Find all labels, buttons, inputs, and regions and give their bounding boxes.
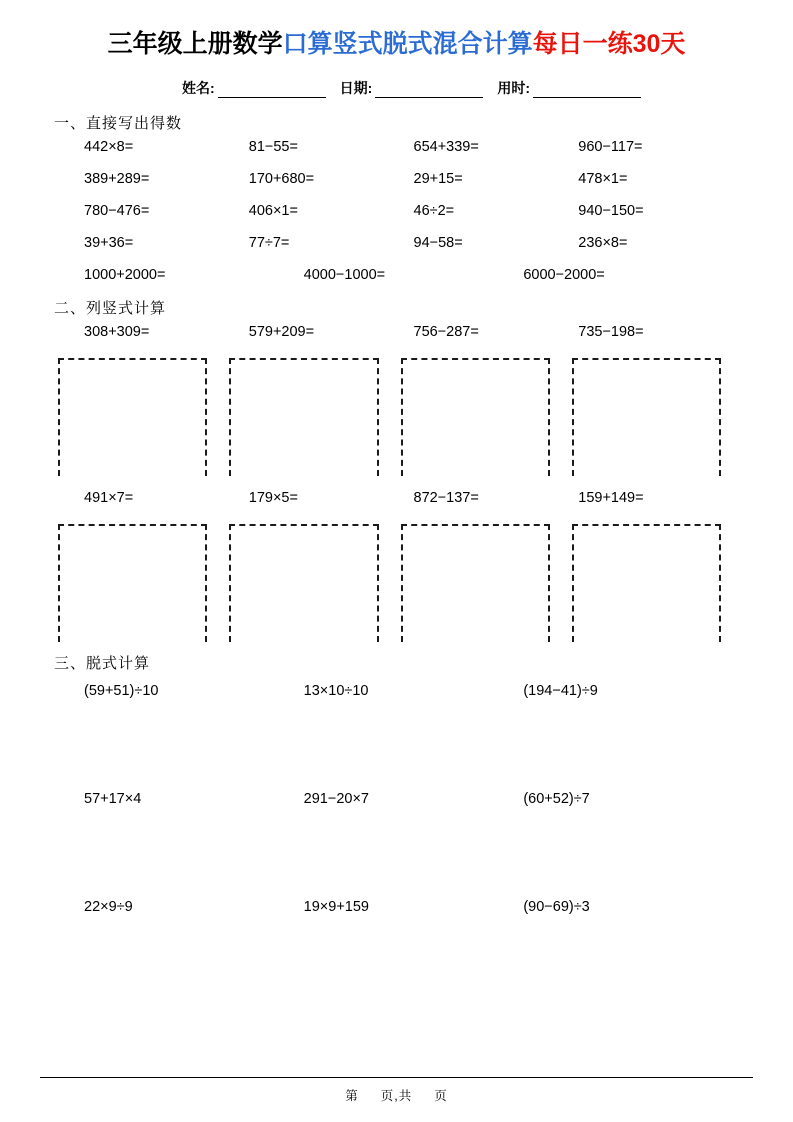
- problem-item: 579+209=: [248, 324, 315, 340]
- section-2-row2-workboxes: [40, 524, 753, 642]
- problem-item: 960−117=: [578, 139, 643, 155]
- time-blank[interactable]: [533, 83, 641, 98]
- name-field[interactable]: [182, 78, 326, 98]
- problem-item: 19×9+159: [303, 899, 369, 915]
- page-title: [40, 24, 753, 60]
- vertical-work-box[interactable]: [229, 358, 378, 476]
- section-2-row1-labels: [40, 324, 753, 340]
- problem-item: 291−20×7: [303, 791, 369, 807]
- problem-item: 756−287=: [413, 324, 479, 340]
- page-footer: [40, 1077, 753, 1104]
- problem-item: 872−137=: [413, 490, 479, 506]
- problem-item: 478×1=: [578, 171, 628, 187]
- problem-item: 22×9÷9: [84, 899, 133, 915]
- page-title-part3: 每日一练30天: [532, 30, 686, 58]
- meta-row: [40, 78, 753, 98]
- problem-item: 159+149=: [578, 490, 644, 506]
- section-3-grid: [40, 683, 753, 915]
- date-field[interactable]: [340, 78, 484, 98]
- time-label: 用时:: [497, 80, 530, 96]
- problem-item: 39+36=: [84, 235, 134, 251]
- section-2-heading: 二、列竖式计算: [54, 300, 167, 317]
- problem-item: (90−69)÷3: [523, 899, 590, 915]
- date-label: 日期:: [339, 80, 373, 96]
- name-blank[interactable]: [218, 83, 326, 98]
- footer-prefix: 第: [345, 1089, 359, 1103]
- vertical-work-box[interactable]: [229, 524, 378, 642]
- vertical-work-box[interactable]: [58, 524, 207, 642]
- problem-item: (194−41)÷9: [523, 683, 598, 699]
- section-2-row1-workboxes: [40, 358, 753, 476]
- vertical-work-box[interactable]: [572, 358, 721, 476]
- problem-item: 940−150=: [578, 203, 644, 219]
- problem-item: 94−58=: [413, 235, 463, 251]
- problem-item: 77÷7=: [248, 235, 290, 251]
- problem-item: 406×1=: [248, 203, 298, 219]
- problem-item: 4000−1000=: [303, 267, 386, 283]
- footer-suffix: 页: [434, 1089, 448, 1103]
- problem-item: 236×8=: [578, 235, 628, 251]
- footer-middle: 页,共: [380, 1089, 413, 1103]
- problem-item: 29+15=: [413, 171, 463, 187]
- problem-item: 1000+2000=: [84, 267, 166, 283]
- problem-item: 13×10÷10: [303, 683, 369, 699]
- vertical-work-box[interactable]: [401, 358, 550, 476]
- problem-item: 389+289=: [84, 171, 150, 187]
- vertical-work-box[interactable]: [572, 524, 721, 642]
- problem-item: 780−476=: [84, 203, 150, 219]
- vertical-work-box[interactable]: [401, 524, 550, 642]
- section-3-heading: 三、脱式计算: [54, 655, 151, 672]
- problem-item: 308+309=: [84, 324, 150, 340]
- problem-item: 6000−2000=: [523, 267, 605, 283]
- problem-item: 735−198=: [578, 324, 644, 340]
- section-1-last-row: [40, 267, 753, 283]
- section-1-grid: [40, 139, 753, 251]
- problem-item: 46÷2=: [413, 203, 455, 219]
- name-label: 姓名:: [181, 80, 215, 96]
- section-2-row2-labels: [40, 490, 753, 506]
- page-title-part2: 口算竖式脱式混合计算: [282, 30, 533, 58]
- vertical-work-box[interactable]: [58, 358, 207, 476]
- footer-divider: [40, 1077, 753, 1078]
- problem-item: 170+680=: [248, 171, 315, 187]
- section-1-heading: 一、直接写出得数: [54, 115, 183, 132]
- problem-item: 81−55=: [248, 139, 298, 155]
- page-number: [40, 1086, 753, 1104]
- page-title-part1: 三年级上册数学: [107, 30, 283, 58]
- problem-item: (59+51)÷10: [84, 683, 159, 699]
- date-blank[interactable]: [375, 83, 483, 98]
- problem-item: 654+339=: [413, 139, 479, 155]
- time-field[interactable]: [497, 78, 641, 98]
- problem-item: 442×8=: [84, 139, 134, 155]
- problem-item: 491×7=: [84, 490, 134, 506]
- problem-item: (60+52)÷7: [523, 791, 590, 807]
- problem-item: 57+17×4: [84, 791, 142, 807]
- problem-item: 179×5=: [248, 490, 298, 506]
